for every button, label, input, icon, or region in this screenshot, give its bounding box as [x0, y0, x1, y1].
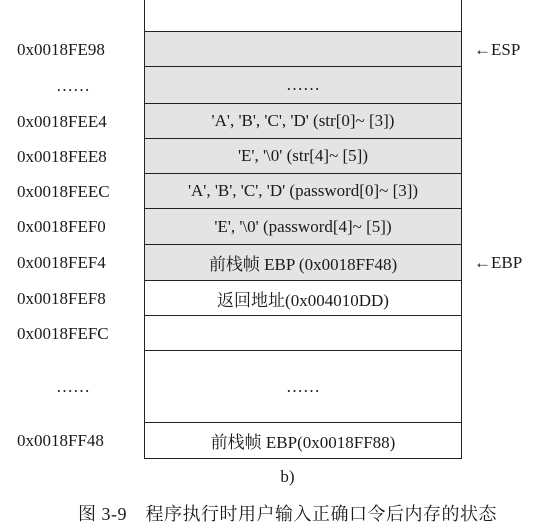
stack-cell	[144, 316, 462, 351]
stack-cell-content: 前栈帧 EBP (0x0018FF48)	[208, 255, 398, 274]
stack-cell-content: 'E', '\0' (str[4]~ [5])	[237, 146, 369, 165]
stack-cell-content: 返回地址(0x004010DD)	[217, 290, 389, 310]
stack-cell-content: ……	[286, 376, 320, 396]
stack-address-label: 0x0018FEEC	[17, 181, 110, 201]
stack-address-label: 0x0018FEF4	[17, 253, 106, 272]
stack-address-label: 0x0018FEFC	[17, 323, 109, 343]
stack-address-label: 0x0018FF48	[17, 431, 104, 450]
stack-cell-content: 前栈帧 EBP(0x0018FF88)	[210, 433, 396, 452]
figure-sublabel: b)	[280, 467, 295, 486]
stack-address-label: ……	[56, 75, 90, 95]
stack-cell	[144, 67, 462, 104]
stack-cell-content: 'A', 'B', 'C', 'D' (password[0]~ [3])	[187, 181, 419, 200]
stack-cell	[144, 209, 462, 245]
register-pointer-label: ←EBP	[474, 253, 523, 272]
stack-cell	[144, 423, 462, 459]
stack-address-label: 0x0018FEE4	[17, 111, 107, 131]
stack-cell	[144, 104, 462, 139]
stack-cell-content: 'A', 'B', 'C', 'D' (str[0]~ [3])	[211, 111, 395, 130]
stack-cell	[144, 281, 462, 316]
stack-cell-content: 'E', '\0' (password[4]~ [5])	[214, 216, 392, 236]
stack-cell	[144, 245, 462, 281]
stack-cell-content: ……	[286, 75, 320, 94]
stack-address-label: ……	[56, 377, 90, 396]
register-pointer-label: ←ESP	[474, 39, 521, 59]
stack-cell	[144, 139, 462, 174]
stack-address-label: 0x0018FE98	[17, 39, 105, 59]
figure-caption: 图 3-9 程序执行时用户输入正确口令后内存的状态	[78, 504, 497, 524]
stack-cell	[144, 174, 462, 209]
stack-cell	[144, 0, 462, 32]
stack-address-label: 0x0018FEE8	[17, 146, 107, 166]
stack-address-label: 0x0018FEF8	[17, 288, 106, 308]
stack-cell	[144, 351, 462, 423]
stack-address-label: 0x0018FEF0	[17, 217, 106, 236]
stack-cell	[144, 32, 462, 67]
